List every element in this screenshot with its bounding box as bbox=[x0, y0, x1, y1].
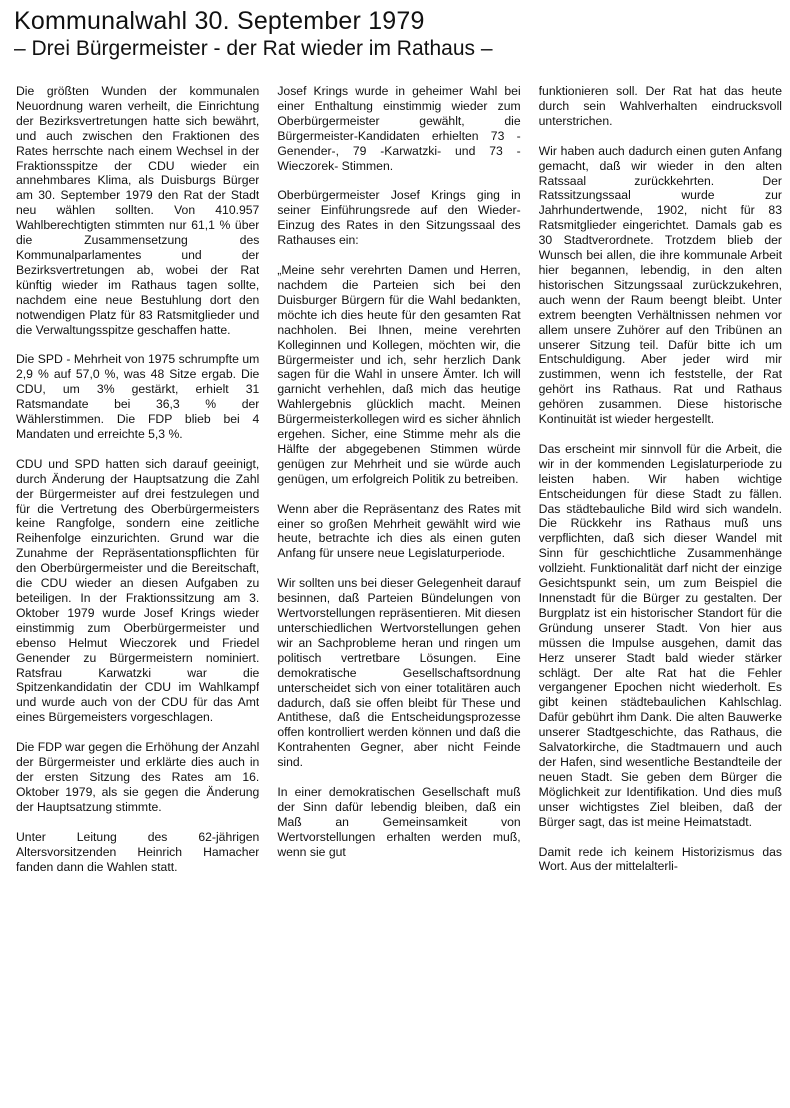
paragraph: Wir sollten uns bei dieser Gelegenheit darauf besinnen, daß Parteien Bündelungen von Wertvorstellungen repräsentieren. Mit diesen unterschiedlichen Wertvorstellungen gehen wir an Sachprobleme heran und ringen um politisch vertretbare Lösungen. Eine demokratische Gesellschaftsordnung unterscheidet sich von einer totalitären auch dadurch, daß sie offen bleibt für These und Antithese, daß die Entscheidungsprozesse offen kontrolliert werden können und daß die Kontrahenten Gegner, aber nicht Feinde sind. bbox=[277, 576, 521, 770]
paragraph: Die SPD - Mehrheit von 1975 schrumpfte um 2,9 % auf 57,0 %, was 48 Sitze ergab. Die CDU, um 3% gestärkt, erhielt 31 Ratsmandate bei 36,3 % der Wählerstimmen. Die FDP blieb bei 4 Mandaten und erreichte 5,3 %. bbox=[16, 352, 260, 441]
article-body bbox=[16, 84, 782, 1104]
paragraph: Die größten Wunden der kommunalen Neuordnung waren verheilt, die Einrichtung der Bezirksvertretungen hatte sich bewährt, und auch zwischen den Fraktionen des Rates herrschte nach einem Wechsel in der Fraktionsspitze der CDU wieder ein annehmbares Klima, als Duisburgs Bürger am 30. September 1979 den Rat der Stadt neu wählen sollten. Von 410.957 Wahlberechtigten stimmten nur 61,1 % über die Zusammensetzung des Kommunalparlamentes und der Bezirksvertretungen ab, wobei der Rat künftig wieder im Rathaus tagen sollte, nachdem eine neue Bestuhlung dort den notwendigen Platz für 83 Ratsmitglieder und die Verwaltungsspitze geschaffen hatte. bbox=[16, 84, 260, 337]
article-subtitle: – Drei Bürgermeister - der Rat wieder im Rathaus – bbox=[14, 37, 493, 60]
paragraph: In einer demokratischen Gesellschaft muß der Sinn dafür lebendig bleiben, daß ein Maß an Gemeinsamkeit von Wertvorstellungen erhalten werden muß, wenn sie gut bbox=[277, 785, 521, 859]
paragraph: Wir haben auch dadurch einen guten Anfang gemacht, daß wir wieder in den alten Ratssaal zurückkehrten. Der Ratssitzungssaal wurde zur Jahrhundertwende, 1902, nicht für 83 Ratsmitglieder eingerichtet. Damals gab es 30 Stadtverordnete. Trotzdem blieb der Wunsch bei allen, die ihre kommunale Arbeit hier begannen, lebendig, in den alten historischen Sitzungssaal zurückzukehren, auch wenn der Raum beengt bleibt. Unter extrem beengten Verhältnissen nehmen vor allem unsere Zuhörer auf den Tribünen an unserer Sitzung teil. Dafür bitte ich um Entschuldigung. Aber jeder wird mir zustimmen, wenn ich feststelle, der Rat gehört ins Rathaus. Rat und Rathaus gehören zusammen. Diese historische Kontinuität ist wieder hergestellt. bbox=[538, 143, 782, 427]
paragraph: Damit rede ich keinem Historizismus das Wort. Aus der mittelalterli- bbox=[538, 844, 782, 874]
paragraph: „Meine sehr verehrten Damen und Herren, nachdem die Parteien sich bei den Duisburger Bürgern für die Wahl bedankten, möchte ich dies heute für den gesamten Rat nachholen. Bei Ihnen, meine verehrten Kolleginnen und Kollegen, möchten wir, die Bürgermeister und ich, sehr herzlich Dank sagen für die Wahl in unsere Ämter. Ich will garnicht verhehlen, daß mich das heutige Wahlergebnis glücklich macht. Meinen Bürgermeisterkollegen wird es sicher ähnlich ergehen. Sicher, eine Stimme mehr als die Hälfte der abgegebenen Stimmen würde genügen zur Mehrheit und sie würde auch genügen, um erfolgreich Politik zu betreiben. bbox=[277, 263, 521, 486]
article-header bbox=[14, 6, 780, 62]
paragraph: CDU und SPD hatten sich darauf geeinigt, durch Änderung der Hauptsatzung die Zahl der Bürgermeister auf drei festzulegen und für die Vertretung des Oberbürgermeisters keine Rangfolge, sondern eine zeitliche Reihenfolge einzurichten. Grund war die Zunahme der Repräsentationspflichten für den Oberbürgermeister und die Bereitschaft, die CDU wieder an diesen Aufgaben zu beteiligen. In der Fraktionssitzung am 3. Oktober 1979 wurde Josef Krings wieder einstimmig zum Oberbürgermeister und ebenso Helmut Wieczorek und Friedel Genender zu Bürgermeistern nominiert. Ratsfrau Karwatzki war die Spitzenkandidatin der CDU im Wahlkampf und wurde auch von der CDU für das Amt eines Bürgemeisters vorgeschlagen. bbox=[16, 456, 260, 725]
paragraph: Die FDP war gegen die Erhöhung der Anzahl der Bürgermeister und erklärte dies auch in der ersten Sitzung des Rates am 16. Oktober 1979, als sie gegen die Änderung der Hauptsatzung stimmte. bbox=[16, 740, 260, 814]
paragraph: Oberbürgermeister Josef Krings ging in seiner Einführungsrede auf den Wieder-Einzug des Rates in den Sitzungssaal des Rathauses ein: bbox=[277, 188, 521, 248]
paragraph: Das erscheint mir sinnvoll für die Arbeit, die wir in der kommenden Legislaturperiode zu leisten haben. Wir haben wichtige Entscheidungen für diese Stadt zu fällen. Das städtebauliche Bild wird sich wandeln. Die Rückkehr ins Rathaus muß uns verpflichten, daß sich dieser Wandel mit Sinn für geschichtliche Zusammenhänge vollzieht. Funktionalität darf nicht der einzige Gesichtspunkt sein, um zum Beispiel die Innenstadt für die Bürger zu gestalten. Der Burgplatz ist ein historischer Standort für die Gründung unserer Stadt. Von hier aus müssen die Impulse ausgehen, damit das Herz unserer Stadt bald wieder stärker schlägt. Der alte Rat hat die Fehler vergangener Epochen nicht wiederholt. Es gibt keinen städtebaulichen Kahlschlag. Dafür gebührt ihm Dank. Die alten Bauwerke unserer Stadtgeschichte, das Rathaus, die Salvatorkirche, die Stadtmauern und auch der Hafen, sind wesentliche Bestandteile der neuen Stadt. Sie geben dem Bürger die Möglichkeit zur Identifikation. Und dies muß unser wichtigstes Ziel bleiben, daß der Bürger sagt, das ist meine Heimatstadt. bbox=[538, 441, 782, 829]
text-column-2 bbox=[277, 84, 520, 1104]
paragraph: Unter Leitung des 62-jährigen Altersvorsitzenden Heinrich Hamacher fanden dann die Wahlen statt. bbox=[16, 829, 260, 874]
paragraph: funktionieren soll. Der Rat hat das heute durch sein Wahlverhalten eindrucksvoll unterstrichen. bbox=[538, 84, 782, 128]
paragraph: Wenn aber die Repräsentanz des Rates mit einer so großen Mehrheit gewählt wird wie heute, betrachte ich dies als einen guten Anfang für unsere neue Legislaturperiode. bbox=[277, 501, 521, 561]
text-column-3 bbox=[539, 84, 782, 1104]
text-column-1 bbox=[16, 84, 259, 1104]
article-title: Kommunalwahl 30. September 1979 bbox=[14, 7, 425, 35]
paragraph: Josef Krings wurde in geheimer Wahl bei einer Enthaltung einstimmig wieder zum Oberbürgermeister gewählt, die Bürgermeister-Kandidaten erhielten 73 -Genender-, 79 -Karwatzki- und 73 - Wieczorek- Stimmen. bbox=[277, 84, 521, 173]
